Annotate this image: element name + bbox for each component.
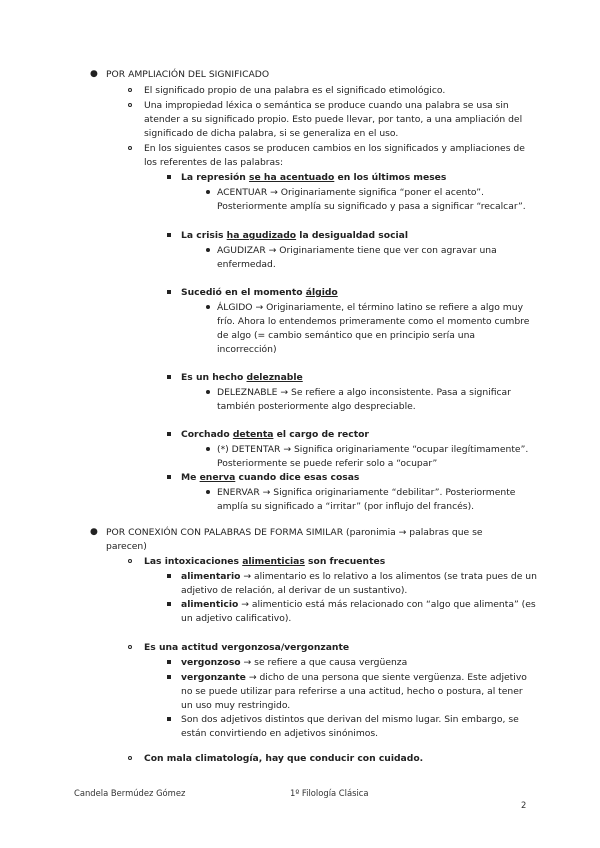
paragraph: Una impropiedad léxica o semántica se produce cuando una palabra se usa sin <box>144 100 509 111</box>
example-sentence: La represión se ha acentuado en los últimos meses <box>181 172 447 183</box>
circle-bullet-icon <box>128 146 132 150</box>
dot-bullet-icon <box>206 248 210 252</box>
square-bullet-icon <box>167 602 171 606</box>
explanation: alimenticio → alimenticio está más relacionado con “algo que alimenta” (es <box>181 599 536 610</box>
paragraph: los referentes de las palabras: <box>144 157 284 168</box>
explanation: están convirtiendo en adjetivos sinónimos. <box>181 728 379 739</box>
explanation: un uso muy restringido. <box>181 700 291 711</box>
explanation: ACENTUAR → Originariamente significa “poner el acento”. <box>217 187 484 198</box>
circle-bullet-icon <box>128 103 132 107</box>
explanation: enfermedad. <box>217 259 276 270</box>
square-bullet-icon <box>167 432 171 436</box>
explanation: de algo (= cambio semántico que en principio sería una <box>217 330 476 341</box>
explanation: Son dos adjetivos distintos que derivan del mismo lugar. Sin embargo, se <box>181 714 519 725</box>
paragraph: significado de dicha palabra, si se generaliza en el uso. <box>144 128 399 139</box>
bullet-icon: ● <box>90 69 98 79</box>
circle-bullet-icon <box>128 645 132 649</box>
example-sentence: Es un hecho deleznable <box>181 372 303 383</box>
section-title: parecen) <box>106 541 147 552</box>
square-bullet-icon <box>167 175 171 179</box>
paragraph: En los siguientes casos se producen cambios en los significados y ampliaciones de <box>144 143 525 154</box>
example-sentence: Corchado detenta el cargo de rector <box>181 429 369 440</box>
explanation: también posteriormente algo despreciable. <box>217 401 416 412</box>
example-sentence: Me enerva cuando dice esas cosas <box>181 472 360 483</box>
circle-bullet-icon <box>128 88 132 92</box>
page-number: 2 <box>521 800 527 810</box>
square-bullet-icon <box>167 717 171 721</box>
explanation: no se puede utilizar para referirse a una actitud, hecho o postura, al tener <box>181 686 523 697</box>
example-sentence: Con mala climatología, hay que conducir con cuidado. <box>144 753 424 764</box>
explanation: (*) DETENTAR → Significa originariamente “ocupar ilegítimamente”. <box>217 444 529 455</box>
explanation: adjetivo de relación, al derivar de un sustantivo). <box>181 585 408 596</box>
explanation: ENERVAR → Significa originariamente “debilitar”. Posteriormente <box>217 487 516 498</box>
dot-bullet-icon <box>206 190 210 194</box>
square-bullet-icon <box>167 375 171 379</box>
section-title: POR AMPLIACIÓN DEL SIGNIFICADO <box>106 69 270 80</box>
square-bullet-icon <box>167 475 171 479</box>
explanation: ÁLGIDO → Originariamente, el término latino se refiere a algo muy <box>217 302 524 313</box>
square-bullet-icon <box>167 574 171 578</box>
dot-bullet-icon <box>206 490 210 494</box>
example-sentence: La crisis ha agudizado la desigualdad social <box>181 230 409 241</box>
square-bullet-icon <box>167 290 171 294</box>
explanation: un adjetivo calificativo). <box>181 613 292 624</box>
footer-author: Candela Bermúdez Gómez <box>74 788 186 798</box>
dot-bullet-icon <box>206 305 210 309</box>
example-sentence: Es una actitud vergonzosa/vergonzante <box>144 642 350 653</box>
circle-bullet-icon <box>128 559 132 563</box>
explanation: DELEZNABLE → Se refiere a algo inconsistente. Pasa a significar <box>217 387 511 398</box>
square-bullet-icon <box>167 660 171 664</box>
dot-bullet-icon <box>206 447 210 451</box>
example-sentence: Sucedió en el momento álgido <box>181 287 338 298</box>
explanation: frío. Ahora lo entendemos primeramente como el momento cumbre <box>217 316 530 327</box>
section-title: POR CONEXIÓN CON PALABRAS DE FORMA SIMILAR (paronimia → palabras que se <box>106 527 483 538</box>
example-sentence: Las intoxicaciones alimenticias son frecuentes <box>144 556 386 567</box>
footer-course: 1º Filología Clásica <box>290 788 369 798</box>
explanation: Posteriormente se puede referir solo a “ocupar” <box>217 458 438 469</box>
explanation: vergonzante → dicho de una persona que siente vergüenza. Este adjetivo <box>181 672 527 683</box>
explanation: amplía su significado a “irritar” (por influjo del francés). <box>217 501 475 512</box>
explanation: alimentario → alimentario es lo relativo a los alimentos (se trata pues de un <box>181 571 537 582</box>
circle-bullet-icon <box>128 756 132 760</box>
square-bullet-icon <box>167 675 171 679</box>
explanation: AGUDIZAR → Originariamente tiene que ver con agravar una <box>217 245 497 256</box>
explanation: vergonzoso → se refiere a que causa vergüenza <box>181 657 408 668</box>
bullet-icon: ● <box>90 527 98 537</box>
dot-bullet-icon <box>206 390 210 394</box>
explanation: incorrección) <box>217 344 277 355</box>
paragraph: El significado propio de una palabra es el significado etimológico. <box>144 85 446 96</box>
square-bullet-icon <box>167 233 171 237</box>
paragraph: atender a su significado propio. Esto puede llevar, por tanto, a una ampliación del <box>144 114 523 125</box>
explanation: Posteriormente amplía su significado y pasa a significar “recalcar”. <box>217 201 526 212</box>
